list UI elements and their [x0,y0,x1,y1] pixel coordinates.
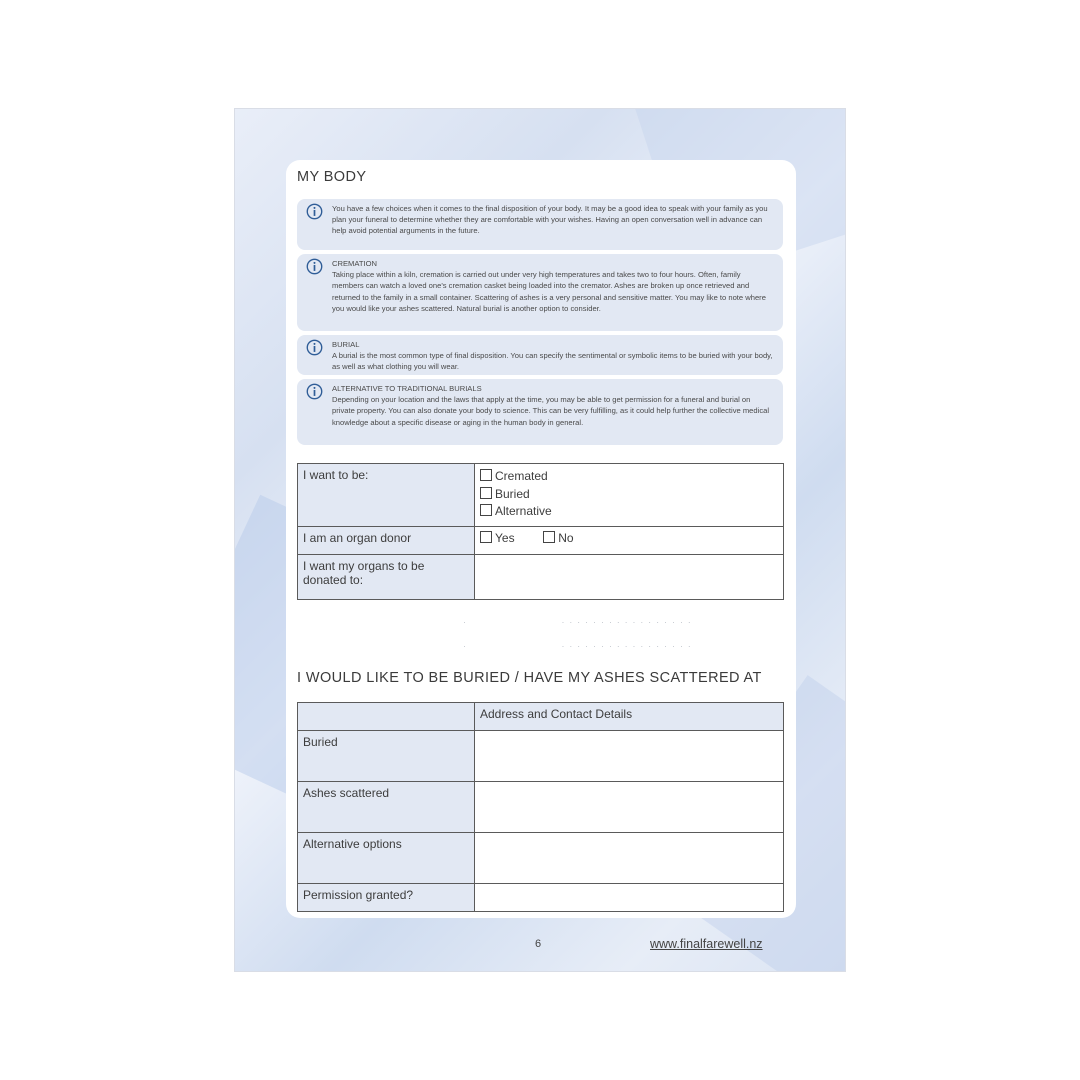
checkbox[interactable] [480,504,492,516]
info-icon [306,339,323,356]
buried-address-field[interactable] [475,731,784,782]
option-no[interactable] [543,531,573,545]
option-alternative[interactable] [480,503,778,521]
organs-field[interactable] [475,555,784,600]
checkbox[interactable] [543,531,555,543]
burial-location-table [297,702,784,912]
page-number: 6 [535,938,542,950]
disposition-options [475,464,784,527]
option-label: Cremated [495,469,548,483]
option-yes[interactable] [480,531,515,545]
table-row [298,731,784,782]
info-icon [306,383,323,400]
row-label-permission: Permission granted? [298,884,475,912]
info-icon [306,258,323,275]
ashes-address-field[interactable] [475,782,784,833]
organ-donor-options [475,527,784,555]
table-row [298,782,784,833]
table-row [298,555,784,600]
website-link[interactable]: www.finalfarewell.nz [650,937,763,951]
want-to-be-label: I want to be: [298,464,475,527]
info-box-alternative [297,379,783,445]
checkbox[interactable] [480,531,492,543]
organ-donor-label: I am an organ donor [298,527,475,555]
info-text: You have a few choices when it comes to the final disposition of your body. It may be a good idea to speak with your family as you plan your funeral to determine whether they are comfortable with your wishes. Having an open conversation well in advance can help avoid potential arguments in the future. [332,204,768,236]
row-label-alternative: Alternative options [298,833,475,884]
option-label: Buried [495,486,530,501]
table-row [298,527,784,555]
info-text: A burial is the most common type of final disposition. You can specify the sentimental or symbolic items to be buried with your body, as well as what clothing you will wear. [332,351,773,372]
my-body-title: MY BODY [297,169,367,185]
address-header: Address and Contact Details [475,703,784,731]
header-empty-cell [298,703,475,731]
option-label: Alternative [495,504,552,518]
alternative-address-field[interactable] [475,833,784,884]
table-row [298,884,784,912]
row-label-buried: Buried [298,731,475,782]
info-title: BURIAL [332,340,360,349]
organs-label: I want my organs to be donated to: [298,555,475,600]
info-title: ALTERNATIVE TO TRADITIONAL BURIALS [332,384,482,393]
row-label-ashes: Ashes scattered [298,782,475,833]
table-row [298,703,784,731]
buried-location-title: I WOULD LIKE TO BE BURIED / HAVE MY ASHES SCATTERED AT [297,670,762,686]
body-choice-table [297,463,784,600]
info-box-cremation [297,254,783,331]
checkbox[interactable] [480,487,492,499]
checkbox[interactable] [480,469,492,481]
table-row [298,833,784,884]
faint-dotted-line: . . . . . . . . . . . . . . . . . . [420,618,693,625]
info-box-burial [297,335,783,375]
info-title: CREMATION [332,259,377,268]
permission-field[interactable] [475,884,784,912]
info-box-intro [297,199,783,250]
option-label: No [558,531,574,545]
info-text: Depending on your location and the laws that apply at the time, you may be able to get permission for a funeral and burial on private property. You can also donate your body to science. This can be very fulfilling, as it could help further the collective medical knowledge about a specific disease or aging in the human body in general. [332,395,770,427]
table-row [298,464,784,527]
faint-dotted-line: . . . . . . . . . . . . . . . . . . [420,642,693,649]
info-text: Taking place within a kiln, cremation is carried out under very high temperatures and takes two to four hours. Often, family members can watch a loved one's cremation casket being loaded into the cremator. Ashes are broken up once retrieved and returned to the family in a small container. Scattering of ashes is a very personal and sensitive matter. You may like to note where you would like your ashes scattered. Natural burial is another option to consider. [332,270,766,313]
option-buried[interactable] [480,486,778,504]
option-label: Yes [495,531,515,545]
info-icon [306,203,323,220]
option-cremated[interactable] [480,468,778,486]
